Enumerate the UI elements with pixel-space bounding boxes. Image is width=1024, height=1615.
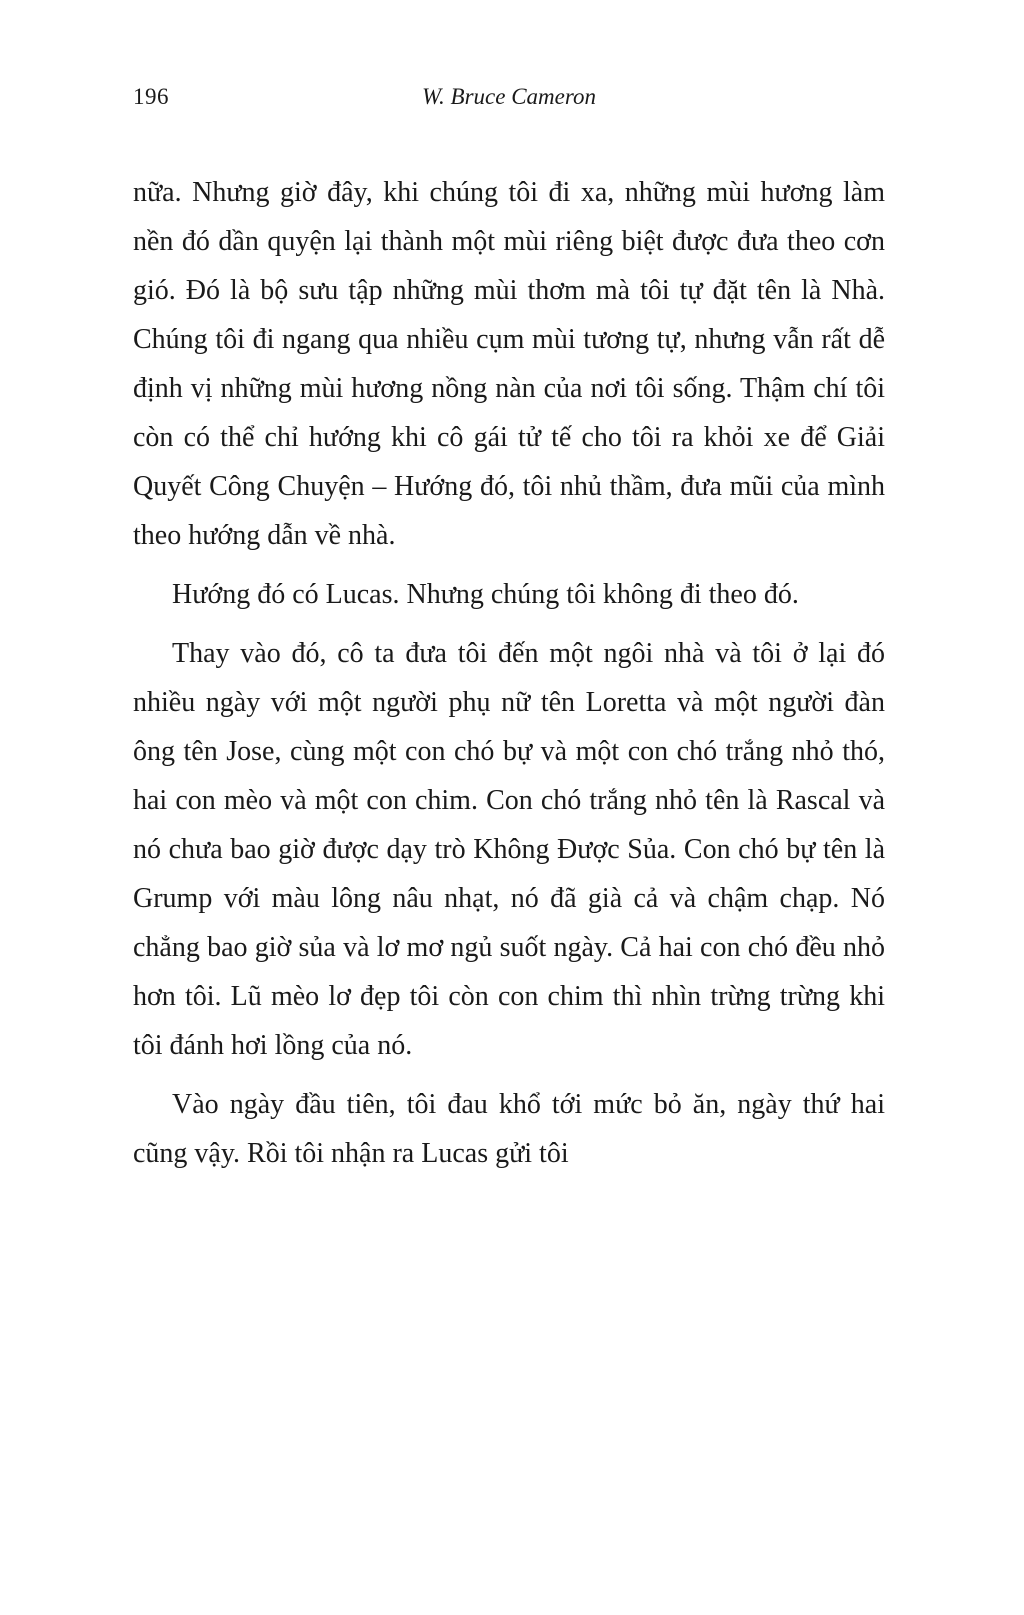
running-header bbox=[133, 84, 885, 124]
paragraph: Vào ngày đầu tiên, tôi đau khổ tới mức bỏ ăn, ngày thứ hai cũng vậy. Rồi tôi nhận ra Lucas gửi tôi bbox=[133, 1089, 885, 1169]
running-title: W. Bruce Cameron bbox=[422, 84, 596, 109]
paragraph: Hướng đó có Lucas. Nhưng chúng tôi không đi theo đó. bbox=[172, 579, 799, 610]
page-number: 196 bbox=[133, 84, 169, 109]
body-text bbox=[133, 168, 885, 1188]
paragraph: Thay vào đó, cô ta đưa tôi đến một ngôi nhà và tôi ở lại đó nhiều ngày với một người phụ nữ tên Loretta và một người đàn ông tên Jose, cùng một con chó bự và một con chó trắng nhỏ thó, hai con mèo và một con chim. Con chó trắng nhỏ tên là Rascal và nó chưa bao giờ được dạy trò Không Được Sủa. Con chó bự tên là Grump với màu lông nâu nhạt, nó đã già cả và chậm chạp. Nó chẳng bao giờ sủa và lơ mơ ngủ suốt ngày. Cả hai con chó đều nhỏ hơn tôi. Lũ mèo lơ đẹp tôi còn con chim thì nhìn trừng trừng khi tôi đánh hơi lồng của nó. bbox=[133, 638, 885, 1061]
paragraph: nữa. Nhưng giờ đây, khi chúng tôi đi xa, những mùi hương làm nền đó dần quyện lại thành một mùi riêng biệt được đưa theo cơn gió. Đó là bộ sưu tập những mùi thơm mà tôi tự đặt tên là Nhà. Chúng tôi đi ngang qua nhiều cụm mùi tương tự, nhưng vẫn rất dễ định vị những mùi hương nồng nàn của nơi tôi sống. Thậm chí tôi còn có thể chỉ hướng khi cô gái tử tế cho tôi ra khỏi xe để Giải Quyết Công Chuyện – Hướng đó, tôi nhủ thầm, đưa mũi của mình theo hướng dẫn về nhà. bbox=[133, 177, 885, 551]
